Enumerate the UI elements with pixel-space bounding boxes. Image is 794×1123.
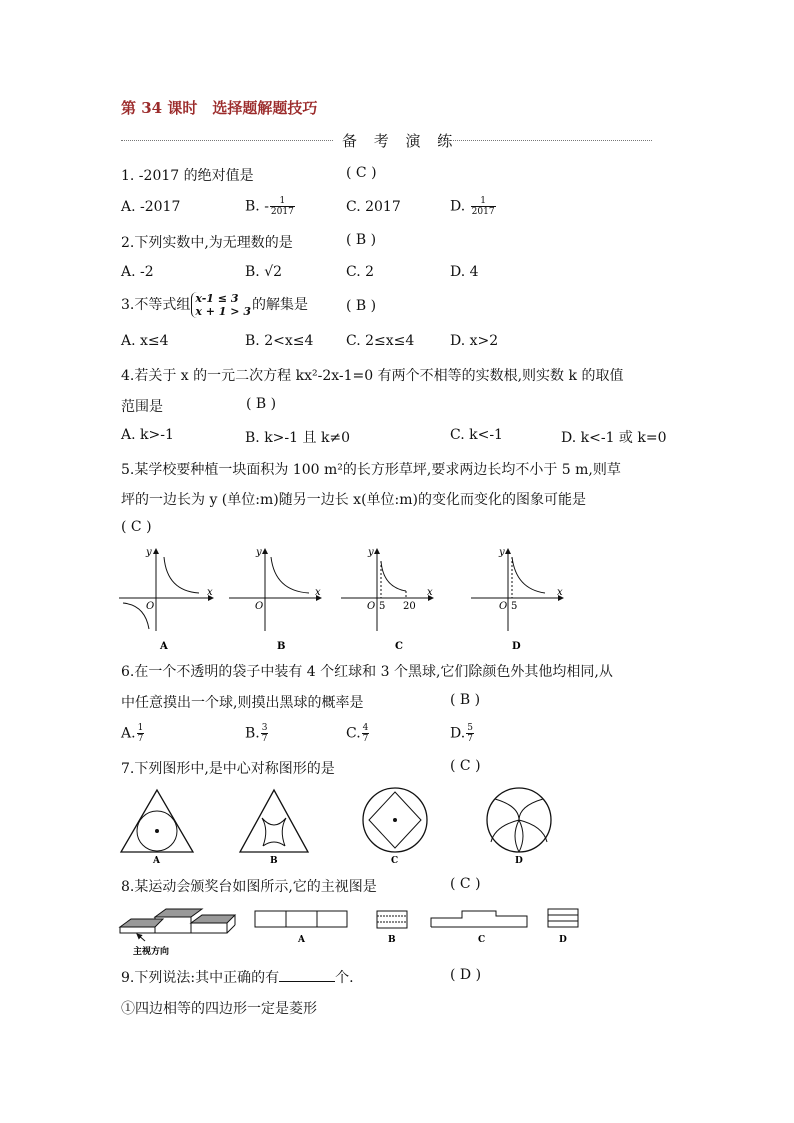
q2-option-c: C. 2 (346, 264, 375, 280)
q4-line2: 范围是 (121, 399, 163, 415)
q3-answer: ( B ) (346, 298, 377, 314)
svg-text:O: O (255, 601, 264, 612)
q7-figure-c (363, 788, 427, 866)
q4-option-b: B. k>-1 且 k≠0 (245, 430, 351, 446)
svg-text:A: A (298, 935, 305, 945)
q1-option-b: B. - $\frac{1}{2017}$ (245, 196, 294, 217)
svg-text:C: C (478, 935, 486, 945)
q7-figure-b (240, 790, 308, 866)
svg-text:O: O (367, 601, 376, 612)
q9-item-1: ①四边相等的四边形一定是菱形 (121, 1001, 317, 1017)
q1-option-d: D. $\frac{1}{2017}$ (450, 196, 495, 217)
svg-text:x: x (315, 587, 321, 598)
q1-option-a: A. -2017 (121, 199, 181, 215)
svg-text:O: O (146, 601, 155, 612)
q2-option-b: B. √2 (245, 264, 283, 280)
q5-graph-c (341, 547, 433, 652)
svg-text:x: x (557, 587, 563, 598)
svg-text:D: D (515, 856, 523, 866)
svg-text:C: C (391, 856, 399, 866)
q2-answer: ( B ) (346, 232, 377, 248)
q4-option-d: D. k<-1 或 k=0 (561, 430, 667, 446)
q6-line2: 中任意摸出一个球,则摸出黑球的概率是 (121, 695, 364, 711)
q6-line1: 6.在一个不透明的袋子中装有 4 个红球和 3 个黑球,它们除颜色外其他均相同,从 (121, 664, 613, 680)
q5-answer: ( C ) (121, 519, 152, 535)
svg-text:O: O (499, 601, 508, 612)
q5-graph-d (471, 547, 563, 652)
q7-figures (115, 786, 565, 866)
q1-answer: ( C ) (346, 165, 377, 181)
q2-option-a: A. -2 (121, 264, 154, 280)
q7-figure-d (487, 788, 551, 866)
q9-answer: ( D ) (450, 967, 482, 983)
q3-option-c: C. 2≤x≤4 (346, 333, 415, 349)
q8-figures (115, 903, 585, 961)
svg-text:y: y (146, 547, 152, 558)
q8-podium-3d (120, 909, 235, 957)
q8-stem: 8.某运动会颁奖台如图所示,它的主视图是 (121, 879, 377, 895)
q8-option-c-figure (431, 911, 527, 945)
svg-text:5: 5 (379, 601, 386, 612)
svg-text:y: y (368, 547, 374, 558)
q6-answer: ( B ) (450, 692, 481, 708)
q6-option-c: C. $\frac{4}{7}$ (346, 723, 369, 744)
svg-text:5: 5 (511, 601, 518, 612)
q1-stem: 1. -2017 的绝对值是 (121, 168, 254, 184)
q7-figure-a (121, 790, 193, 866)
svg-text:y: y (256, 547, 262, 558)
q4-option-c: C. k<-1 (450, 427, 503, 443)
svg-text:主视方向: 主视方向 (133, 947, 170, 957)
svg-text:B: B (388, 935, 396, 945)
divider-left (121, 140, 333, 141)
q7-answer: ( C ) (450, 758, 481, 774)
q4-option-a: A. k>-1 (121, 427, 174, 443)
q6-option-b: B. $\frac{3}{7}$ (245, 723, 268, 744)
svg-text:x: x (207, 587, 213, 598)
q4-line1: 4.若关于 x 的一元二次方程 kx²-2x-1=0 有两个不相等的实数根,则实数 k 的取值 (121, 368, 624, 384)
page-title: 第 34 课时 选择题解题技巧 (121, 99, 318, 117)
q5-graphs (115, 543, 575, 655)
svg-text:A: A (160, 641, 168, 652)
svg-text:D: D (559, 935, 567, 945)
q2-option-d: D. 4 (450, 264, 479, 280)
q8-option-a-figure (255, 911, 347, 945)
divider-right (438, 140, 652, 141)
q9-blank (279, 969, 335, 982)
svg-text:y: y (499, 547, 505, 558)
q5-line1: 5.某学校要种植一块面积为 100 m²的长方形草坪,要求两边长均不小于 5 m,则草 (121, 462, 621, 478)
svg-text:x: x (427, 587, 433, 598)
svg-text:20: 20 (403, 601, 416, 612)
svg-text:A: A (153, 856, 160, 866)
q3-option-b: B. 2<x≤4 (245, 333, 314, 349)
q4-answer: ( B ) (246, 396, 277, 412)
q1-option-c: C. 2017 (346, 199, 401, 215)
q8-option-b-figure (377, 911, 407, 945)
q6-option-a: A. $\frac{1}{7}$ (121, 723, 144, 744)
q8-answer: ( C ) (450, 876, 481, 892)
svg-text:B: B (270, 856, 278, 866)
q9-stem: 9.下列说法:其中正确的有 个. (121, 970, 354, 986)
svg-text:D: D (512, 641, 521, 652)
svg-text:B: B (277, 641, 286, 652)
svg-text:C: C (395, 641, 403, 652)
q5-graph-a (119, 547, 213, 652)
q8-option-d-figure (548, 909, 578, 945)
inequality-system: x-1 ≤ 3 x + 1 > 3 (191, 292, 251, 318)
q3-stem: 3.不等式组 x-1 ≤ 3 x + 1 > 3 的解集是 (121, 292, 308, 318)
q2-stem: 2.下列实数中,为无理数的是 (121, 235, 293, 251)
q5-graph-b (229, 547, 321, 652)
section-title: 备 考 演 练 (342, 132, 459, 150)
q3-option-a: A. x≤4 (121, 333, 169, 349)
q5-line2: 坪的一边长为 y (单位:m)随另一边长 x(单位:m)的变化而变化的图象可能是 (121, 492, 586, 508)
q7-stem: 7.下列图形中,是中心对称图形的是 (121, 761, 335, 777)
q3-option-d: D. x>2 (450, 333, 499, 349)
q6-option-d: D. $\frac{5}{7}$ (450, 723, 473, 744)
